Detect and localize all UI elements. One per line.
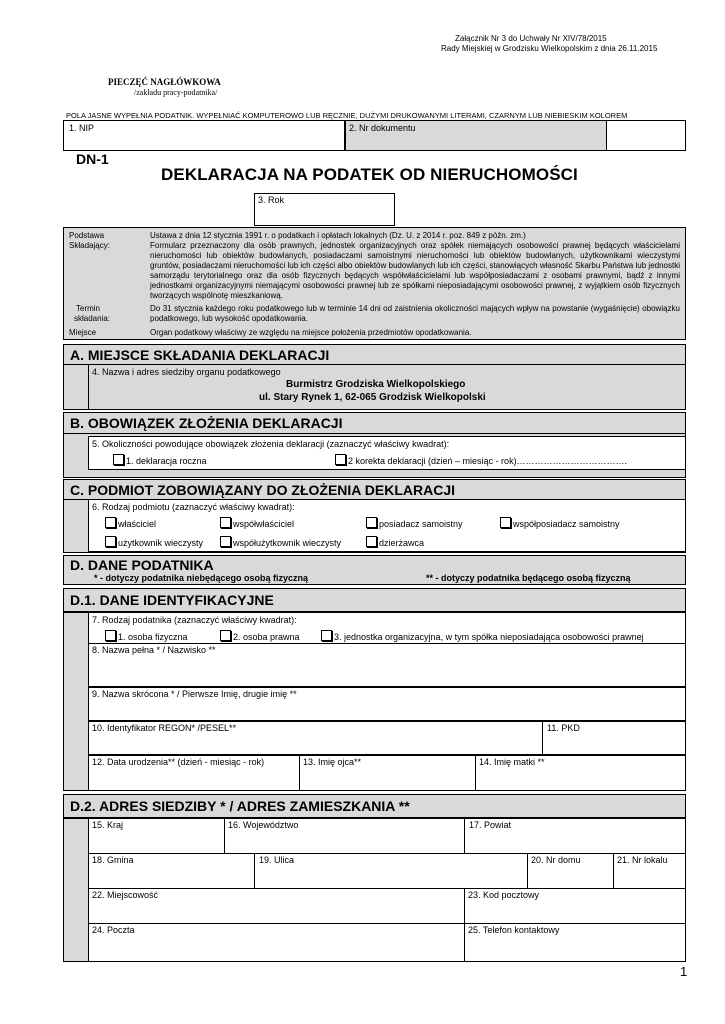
office-field xyxy=(88,364,686,410)
form-code: DN-1 xyxy=(76,151,109,167)
office-line-1: Burmistrz Grodziska Wielkopolskiego xyxy=(286,379,466,390)
section-c-title: C. PODMIOT ZOBOWIĄZANY DO ZŁOŻENIA DEKLARACJI xyxy=(63,479,686,501)
commune-field[interactable] xyxy=(88,853,255,889)
option-co-owner[interactable] xyxy=(220,517,294,530)
option-independent-holder[interactable] xyxy=(366,517,463,530)
option-co-holder-label: współposiadacz samoistny xyxy=(513,519,620,529)
regon-pesel-field[interactable] xyxy=(88,721,543,755)
birth-date-field[interactable] xyxy=(88,755,300,791)
term-text: Do 31 stycznia każdego roku podatkowego lub w terminie 14 dni od zaistnienia okoliczności mających wpływ na powstanie (wygaśnięcie) obowiązku podatkowego, lub wysokość opodatkowania. xyxy=(150,304,680,323)
regon-pesel-label: 10. Identyfikator REGON* /PESEL** xyxy=(92,723,237,733)
option-perpetual-co-user[interactable] xyxy=(220,536,341,549)
street-label: 19. Ulica xyxy=(259,855,295,865)
post-office-field[interactable] xyxy=(88,923,465,962)
commune-label: 18. Gmina xyxy=(92,855,134,865)
term-label-1: Termin xyxy=(76,304,101,313)
locality-field[interactable] xyxy=(88,888,465,924)
doc-number-label: 2. Nr dokumentu xyxy=(349,123,416,133)
taxpayer-type-field xyxy=(88,612,686,644)
entity-type-field xyxy=(88,499,686,552)
circumstances-label: 5. Okoliczności powodujące obowiązek złożenia deklaracji (zaznaczyć właściwy kwadrat): xyxy=(92,439,450,449)
stamp-title: PIECZĘĆ NAGŁÓWKOWA xyxy=(108,77,221,87)
pkd-label: 11. PKD xyxy=(547,723,580,733)
annex-line-1: Załącznik Nr 3 do Uchwały Nr XIV/78/2015 xyxy=(455,34,607,43)
term-label-2: składania: xyxy=(74,314,111,323)
checkbox-icon[interactable] xyxy=(220,630,231,641)
short-name-field[interactable] xyxy=(88,687,686,721)
option-legal-person[interactable] xyxy=(220,630,300,643)
checkbox-icon[interactable] xyxy=(220,517,231,528)
option-legal-person-label: 2. osoba prawna xyxy=(233,632,300,642)
entity-type-label: 6. Rodzaj podmiotu (zaznaczyć właściwy kwadrat): xyxy=(92,502,295,512)
checkbox-icon[interactable] xyxy=(220,536,231,547)
option-independent-holder-label: posiadacz samoistny xyxy=(379,519,463,529)
option-owner[interactable] xyxy=(105,517,156,530)
section-d-note-2: ** - dotyczy podatnika będącego osobą fizyczną xyxy=(426,573,631,583)
section-a-title: A. MIEJSCE SKŁADANIA DEKLARACJI xyxy=(63,344,686,366)
section-d1-title: D.1. DANE IDENTYFIKACYJNE xyxy=(63,588,686,612)
section-d-header xyxy=(63,555,686,585)
option-correction-label: 2 korekta deklaracji (dzień – miesiąc - rok)………………………………. xyxy=(348,456,628,466)
street-field[interactable] xyxy=(254,853,528,889)
stamp-subtitle: /zakładu pracy-podatnika/ xyxy=(134,88,218,97)
nip-field[interactable] xyxy=(63,120,345,151)
option-co-owner-label: współwłaściciel xyxy=(233,519,295,529)
checkbox-icon[interactable] xyxy=(113,454,124,465)
legal-block xyxy=(63,227,686,340)
checkbox-icon[interactable] xyxy=(105,536,116,547)
option-natural-person-label: 1. osoba fizyczna xyxy=(118,632,188,642)
country-field[interactable] xyxy=(88,818,225,854)
phone-field[interactable] xyxy=(464,923,686,962)
full-name-label: 8. Nazwa pełna * / Nazwisko ** xyxy=(92,645,216,655)
option-lessee-label: dzierżawca xyxy=(379,538,425,548)
doc-number-field xyxy=(345,120,607,151)
option-perpetual-user[interactable] xyxy=(105,536,203,549)
form-title: DEKLARACJA NA PODATEK OD NIERUCHOMOŚCI xyxy=(161,165,578,184)
option-org-unit-label: 3. jednostka organizacyjna, w tym spółka nieposiadająca osobowości prawnej xyxy=(334,632,644,642)
office-line-2: ul. Stary Rynek 1, 62-065 Grodzisk Wielkopolski xyxy=(259,392,486,403)
postal-code-label: 23. Kod pocztowy xyxy=(468,890,540,900)
postal-code-field[interactable] xyxy=(464,888,686,924)
father-name-field[interactable] xyxy=(299,755,476,791)
checkbox-icon[interactable] xyxy=(500,517,511,528)
voivodeship-field[interactable] xyxy=(224,818,465,854)
option-co-holder[interactable] xyxy=(500,517,620,530)
office-field-label: 4. Nazwa i adres siedziby organu podatkowego xyxy=(92,367,281,377)
section-d-note-1: * - dotyczy podatnika niebędącego osobą fizyczną xyxy=(94,573,309,583)
year-label: 3. Rok xyxy=(258,195,285,205)
fill-instructions: POLA JASNE WYPEŁNIA PODATNIK. WYPEŁNIAĆ KOMPUTEROWO LUB RĘCZNIE, DUŻYMI DRUKOWANYMI LITERAMI, CZARNYM LUB NIEBIESKIM KOLOREM xyxy=(66,111,628,120)
option-org-unit[interactable] xyxy=(321,630,644,643)
checkbox-icon[interactable] xyxy=(335,454,346,465)
page-number: 1 xyxy=(680,964,688,979)
nip-label: 1. NIP xyxy=(69,123,95,133)
place-text: Organ podatkowy właściwy ze względu na miejsce położenia przedmiotów opodatkowania. xyxy=(150,328,472,337)
apartment-number-label: 21. Nr lokalu xyxy=(617,855,668,865)
checkbox-icon[interactable] xyxy=(105,630,116,641)
house-number-field[interactable] xyxy=(527,853,614,889)
option-annual[interactable] xyxy=(113,454,207,467)
annex-line-2: Rady Miejskiej w Grodzisku Wielkopolskim z dnia 26.11.2015 xyxy=(441,44,658,53)
basis-label-2: Składający: xyxy=(69,241,110,250)
county-label: 17. Powiat xyxy=(469,820,512,830)
birth-date-label: 12. Data urodzenia** (dzień - miesiąc - rok) xyxy=(92,757,265,767)
apartment-number-field[interactable] xyxy=(613,853,686,889)
checkbox-icon[interactable] xyxy=(366,536,377,547)
country-label: 15. Kraj xyxy=(92,820,124,830)
filer-text: Formularz przeznaczony dla osób prawnych, jednostek organizacyjnych oraz spółek niemających osobowości prawnej będących właścicielami nieruchomości lub obiektów budowlanych, posiadaczami samoistnymi nieruchomości lub obiektów budowlanych, użytkownikami wieczystymi gruntów, posiadaczami nieruchomości lub ich części albo obiektów budowlanych lub ich części, stanowiących własność Skarbu Państwa lub jednostki samorządu terytorialnego oraz dla osób fizycznych będących współwłaścicielami lub współposiadaczami z osobami prawnymi, bądź z innymi jednostkami organizacyjnymi niemającymi osobowości prawnej lub ze spółkami nieposiadającymi osobowości prawnej, z wyjątkiem osób fizycznych tworzących wspólnotę mieszkaniową. xyxy=(150,241,680,300)
mother-name-label: 14. Imię matki ** xyxy=(479,757,545,767)
father-name-label: 13. Imię ojca** xyxy=(303,757,362,767)
checkbox-icon[interactable] xyxy=(321,630,332,641)
section-d2-title: D.2. ADRES SIEDZIBY * / ADRES ZAMIESZKANIA ** xyxy=(63,794,686,818)
checkbox-icon[interactable] xyxy=(105,517,116,528)
checkbox-icon[interactable] xyxy=(366,517,377,528)
pkd-field[interactable] xyxy=(542,721,686,755)
option-lessee[interactable] xyxy=(366,536,424,549)
short-name-label: 9. Nazwa skrócona * / Pierwsze Imię, drugie imię ** xyxy=(92,689,297,699)
option-correction[interactable] xyxy=(335,454,627,467)
circumstances-field xyxy=(88,436,686,470)
basis-label-1: Podstawa xyxy=(69,231,105,240)
option-perpetual-co-user-label: współużytkownik wieczysty xyxy=(233,538,342,548)
place-label: Miejsce xyxy=(69,328,97,337)
taxpayer-type-label: 7. Rodzaj podatnika (zaznaczyć właściwy kwadrat): xyxy=(92,615,297,625)
county-field[interactable] xyxy=(464,818,686,854)
locality-label: 22. Miejscowość xyxy=(92,890,159,900)
post-office-label: 24. Poczta xyxy=(92,925,135,935)
option-annual-label: 1. deklaracja roczna xyxy=(126,456,207,466)
section-b-title: B. OBOWIĄZEK ZŁOŻENIA DEKLARACJI xyxy=(63,412,686,434)
full-name-field[interactable] xyxy=(88,643,686,687)
phone-label: 25. Telefon kontaktowy xyxy=(468,925,560,935)
option-owner-label: właściciel xyxy=(118,519,157,529)
section-d-title: D. DANE PODATNIKA xyxy=(70,557,214,573)
house-number-label: 20. Nr domu xyxy=(531,855,581,865)
option-natural-person[interactable] xyxy=(105,630,188,643)
mother-name-field[interactable] xyxy=(475,755,686,791)
basis-text: Ustawa z dnia 12 stycznia 1991 r. o podatkach i opłatach lokalnych (Dz. U. z 2014 r. poz. 849 z późn. zm.) xyxy=(150,231,526,240)
voivodeship-label: 16. Województwo xyxy=(228,820,299,830)
option-perpetual-user-label: użytkownik wieczysty xyxy=(118,538,204,548)
year-field[interactable] xyxy=(254,193,395,226)
